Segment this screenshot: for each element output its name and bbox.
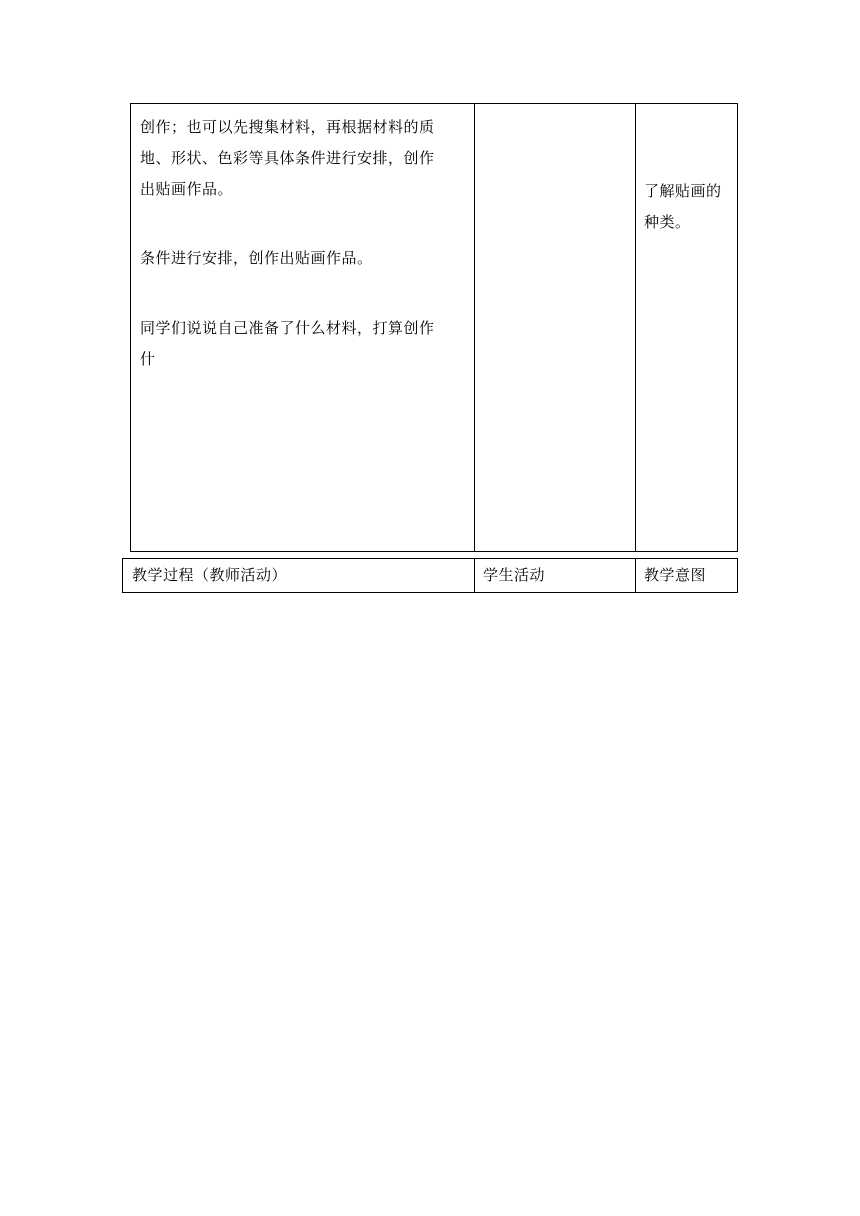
teacher-text-line-5: 同学们说说自己准备了什么材料，打算创作 [140,319,435,337]
header-teaching-intent: 教学意图 [644,566,707,584]
header-student-activity: 学生活动 [483,566,546,584]
intent-text-line-2: 种类。 [644,213,691,231]
column-divider [635,104,636,551]
lesson-header-table [122,558,738,593]
teacher-text-line-6: 什 [140,350,156,368]
intent-text-line-1: 了解贴画的 [644,182,722,200]
teacher-text-line-4: 条件进行安排，创作出贴画作品。 [140,249,373,267]
teacher-text-line-2: 地、形状、色彩等具体条件进行安排，创作 [140,149,435,167]
header-teacher-activity: 教学过程（教师活动） [132,566,288,584]
teacher-text-line-1: 创作；也可以先搜集材料，再根据材料的质 [140,118,435,136]
teacher-text-line-3: 出贴画作品。 [140,180,234,198]
column-divider [635,559,636,592]
column-divider [474,104,475,551]
column-divider [474,559,475,592]
lesson-content-table [130,103,738,552]
